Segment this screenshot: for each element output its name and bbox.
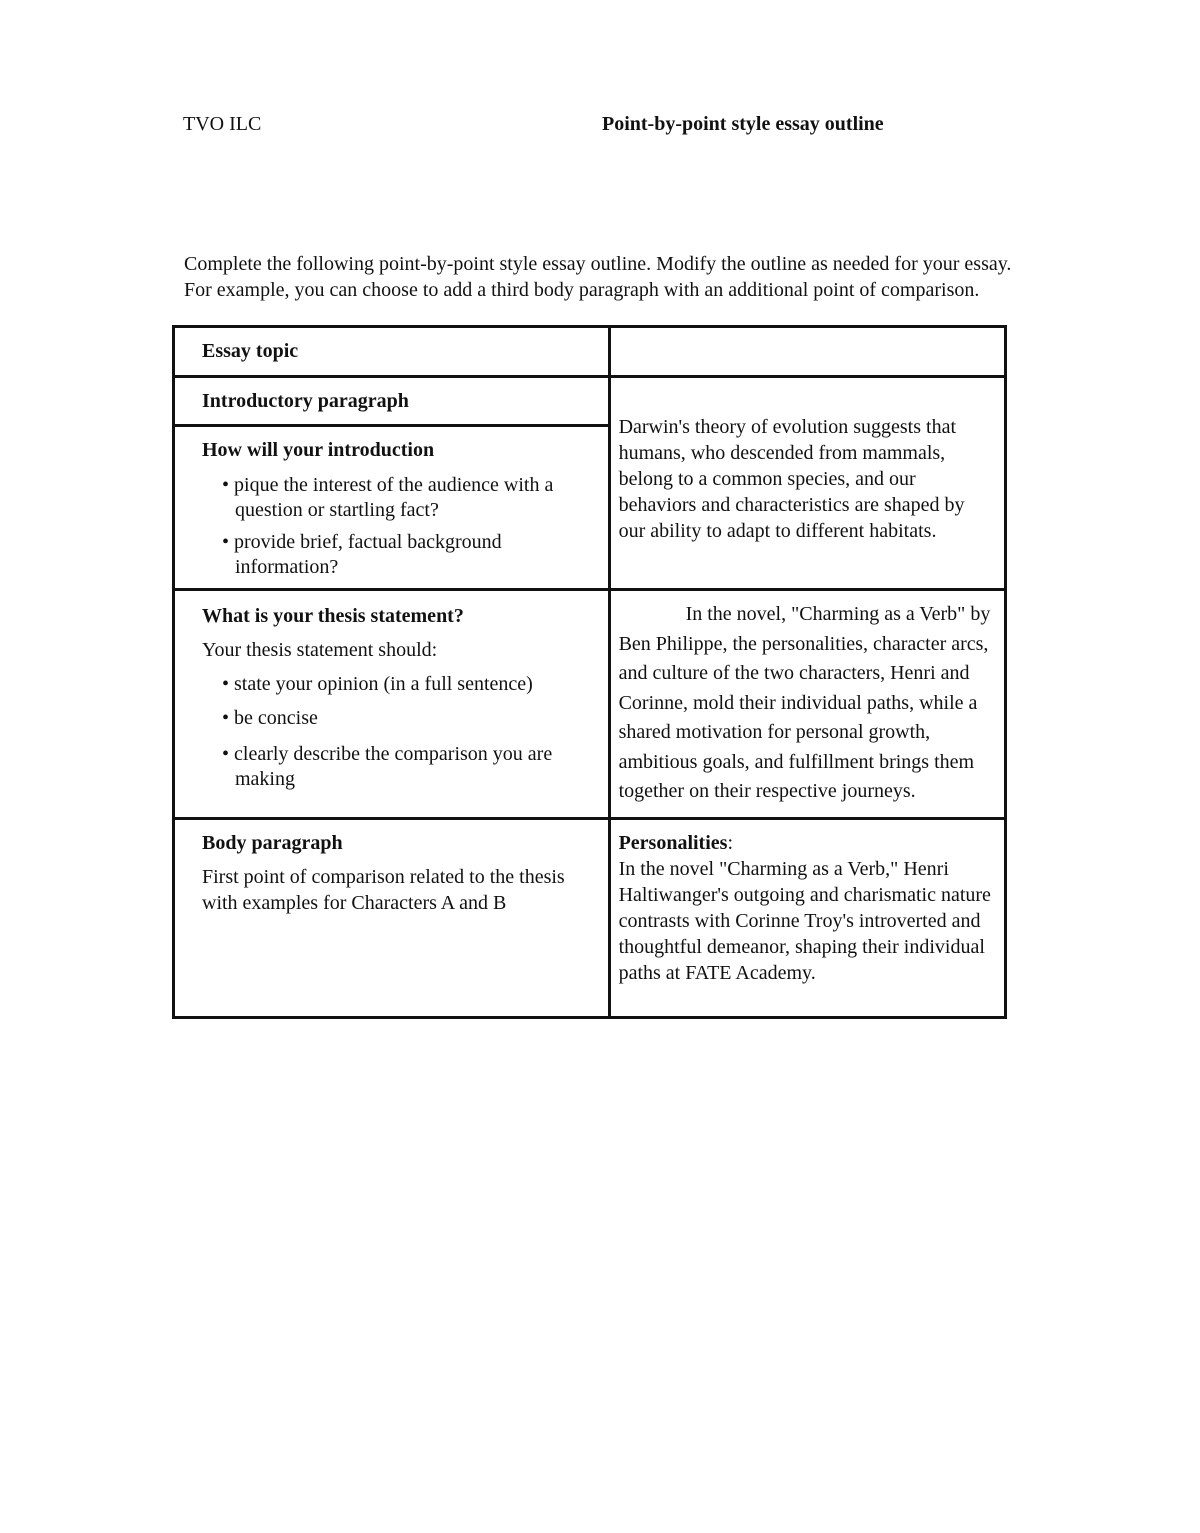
thesis-response-cell[interactable] xyxy=(609,590,1005,819)
essay-topic-response-cell[interactable] xyxy=(609,327,1005,377)
row-essay-topic xyxy=(174,327,1006,377)
bullet-glyph: • xyxy=(222,673,230,695)
body-response: In the novel "Charming as a Verb," Henri Haltiwanger's outgoing and charismatic nature contrasts with Corinne Troy's introverted and thoughtful demeanor, shaping their individual paths at FATE Academy. xyxy=(618,857,991,984)
body-label: Body paragraph xyxy=(202,831,343,854)
thesis-bullet: • clearly describe the comparison you are making xyxy=(222,743,553,790)
essay-outline-table xyxy=(172,325,1007,1019)
body-description: First point of comparison related to the thesis with examples for Characters A and B xyxy=(202,865,565,914)
intro-bullet: • provide brief, factual background information? xyxy=(222,531,502,578)
bullet-glyph: • xyxy=(222,531,230,553)
thesis-bullet: • be concise xyxy=(222,707,318,729)
body-label-cell xyxy=(174,818,610,1017)
thesis-question-cell xyxy=(174,590,610,819)
document-title: Point-by-point style essay outline xyxy=(602,113,884,135)
thesis-question: What is your thesis statement? xyxy=(202,605,464,627)
intro-response-cell[interactable] xyxy=(609,377,1005,590)
intro-bullet: • pique the interest of the audience with a question or startling fact? xyxy=(222,474,554,521)
bullet-glyph: • xyxy=(222,474,230,496)
intro-label: Introductory paragraph xyxy=(202,390,409,412)
thesis-response: In the novel, "Charming as a Verb" by Ben Philippe, the personalities, character arcs, and culture of the two characters, Henri and Corinne, mold their individual paths, while a shared motivation for personal growth, ambitious goals, and fulfillment brings them together on their respective journeys. xyxy=(618,603,991,802)
thesis-intro: Your thesis statement should: xyxy=(202,639,438,661)
intro-response: Darwin's theory of evolution suggests that humans, who descended from mammals, belong to a common species, and our behaviors and characteristics are shaped by our ability to adapt to different habitats. xyxy=(618,416,965,542)
essay-topic-label-cell xyxy=(174,327,610,377)
intro-questions-cell xyxy=(174,426,610,590)
header-org: TVO ILC xyxy=(183,113,262,135)
body-response-cell[interactable] xyxy=(609,818,1005,1017)
row-introductory-label xyxy=(174,377,1006,426)
body-response-heading: Personalities: xyxy=(618,831,733,854)
row-thesis xyxy=(174,590,1006,819)
thesis-bullet: • state your opinion (in a full sentence) xyxy=(222,673,533,695)
intro-question: How will your introduction xyxy=(202,439,435,461)
row-body-paragraph xyxy=(174,818,1006,1017)
essay-topic-response xyxy=(611,328,1004,348)
essay-topic-label: Essay topic xyxy=(202,340,299,362)
bullet-glyph: • xyxy=(222,743,230,765)
bullet-glyph: • xyxy=(222,707,230,729)
intro-label-cell xyxy=(174,377,610,426)
instructions-text: Complete the following point-by-point style essay outline. Modify the outline as needed for your essay. For example, you can choose to add a third body paragraph with an additional point of comparison. xyxy=(184,253,1012,301)
